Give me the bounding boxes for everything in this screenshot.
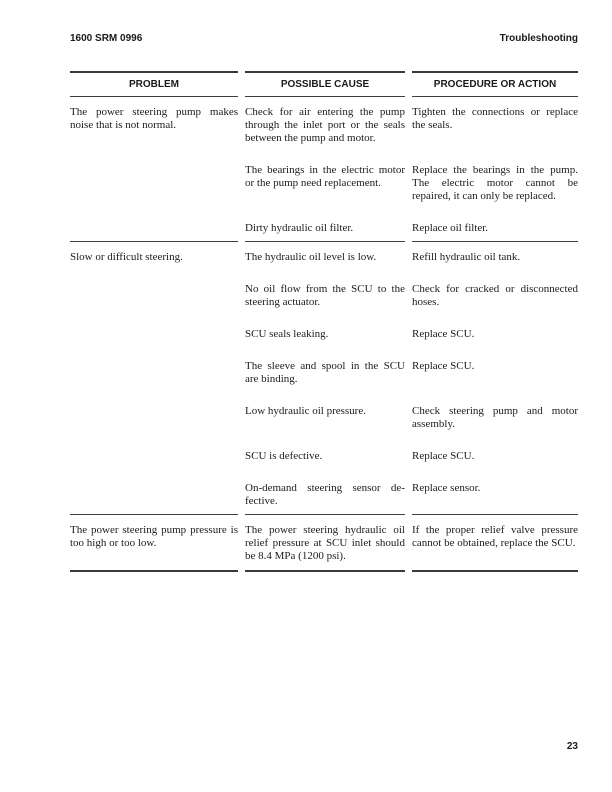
cause-cell: On-demand steering sensor defective.	[245, 482, 405, 507]
cause-cell: The hydraulic oil level is low.	[245, 241, 405, 264]
table-header-row	[70, 71, 578, 97]
action-cell: Check steering pump and motor assembly.	[412, 405, 578, 430]
cause-cell: The bearings in the electric motor or the pump need replacement.	[245, 164, 405, 189]
action-cell: Refill hydraulic oil tank.	[412, 241, 578, 264]
column-header-problem: PROBLEM	[70, 71, 238, 97]
problem-cell: The power steering pump makes noise that is not normal.	[70, 106, 238, 131]
cause-cell: The power steering hydraulic oil relief pressure at SCU inlet should be 8.4 MPa (1200 psi).	[245, 514, 405, 572]
action-cell: Replace SCU.	[412, 328, 475, 340]
document-number: 1600 SRM 0996	[70, 33, 143, 44]
chapter-title: Troubleshooting	[499, 33, 578, 44]
cause-cell: SCU is defective.	[245, 450, 323, 462]
cause-cell: The sleeve and spool in the SCU are binding.	[245, 360, 405, 385]
cause-cell: No oil flow from the SCU to the steering actuator.	[245, 283, 405, 308]
cause-cell: SCU seals leaking.	[245, 328, 329, 340]
action-cell: Replace SCU.	[412, 450, 475, 462]
table-section	[70, 514, 578, 572]
troubleshooting-table	[70, 71, 578, 578]
column-header-possible-cause: POSSIBLE CAUSE	[245, 71, 405, 97]
cause-cell: Low hydraulic oil pressure.	[245, 405, 366, 417]
running-header	[70, 33, 578, 45]
table-section	[70, 97, 578, 235]
column-header-procedure-or-action: PROCEDURE OR ACTION	[412, 71, 578, 97]
action-cell: Tighten the connections or replace the seals.	[412, 106, 578, 131]
action-cell: If the proper relief valve pressure cannot be obtained, replace the SCU.	[412, 514, 578, 572]
action-cell: Replace SCU.	[412, 360, 475, 372]
action-cell: Replace the bearings in the pump. The electric motor cannot be repaired, it can only be replaced.	[412, 164, 578, 202]
page-number: 23	[566, 741, 578, 752]
action-cell: Replace sensor.	[412, 482, 481, 494]
action-cell: Check for cracked or disconnected hoses.	[412, 283, 578, 308]
problem-cell: The power steering pump pressure is too high or too low.	[70, 514, 238, 572]
action-cell: Replace oil filter.	[412, 222, 489, 234]
table-body	[70, 97, 578, 572]
table-section	[70, 241, 578, 508]
cause-cell: Dirty hydraulic oil filter.	[245, 222, 354, 234]
problem-cell: Slow or difficult steering.	[70, 241, 238, 508]
cause-cell: Check for air entering the pump through the inlet port or the seals between the pump and motor.	[245, 106, 405, 144]
